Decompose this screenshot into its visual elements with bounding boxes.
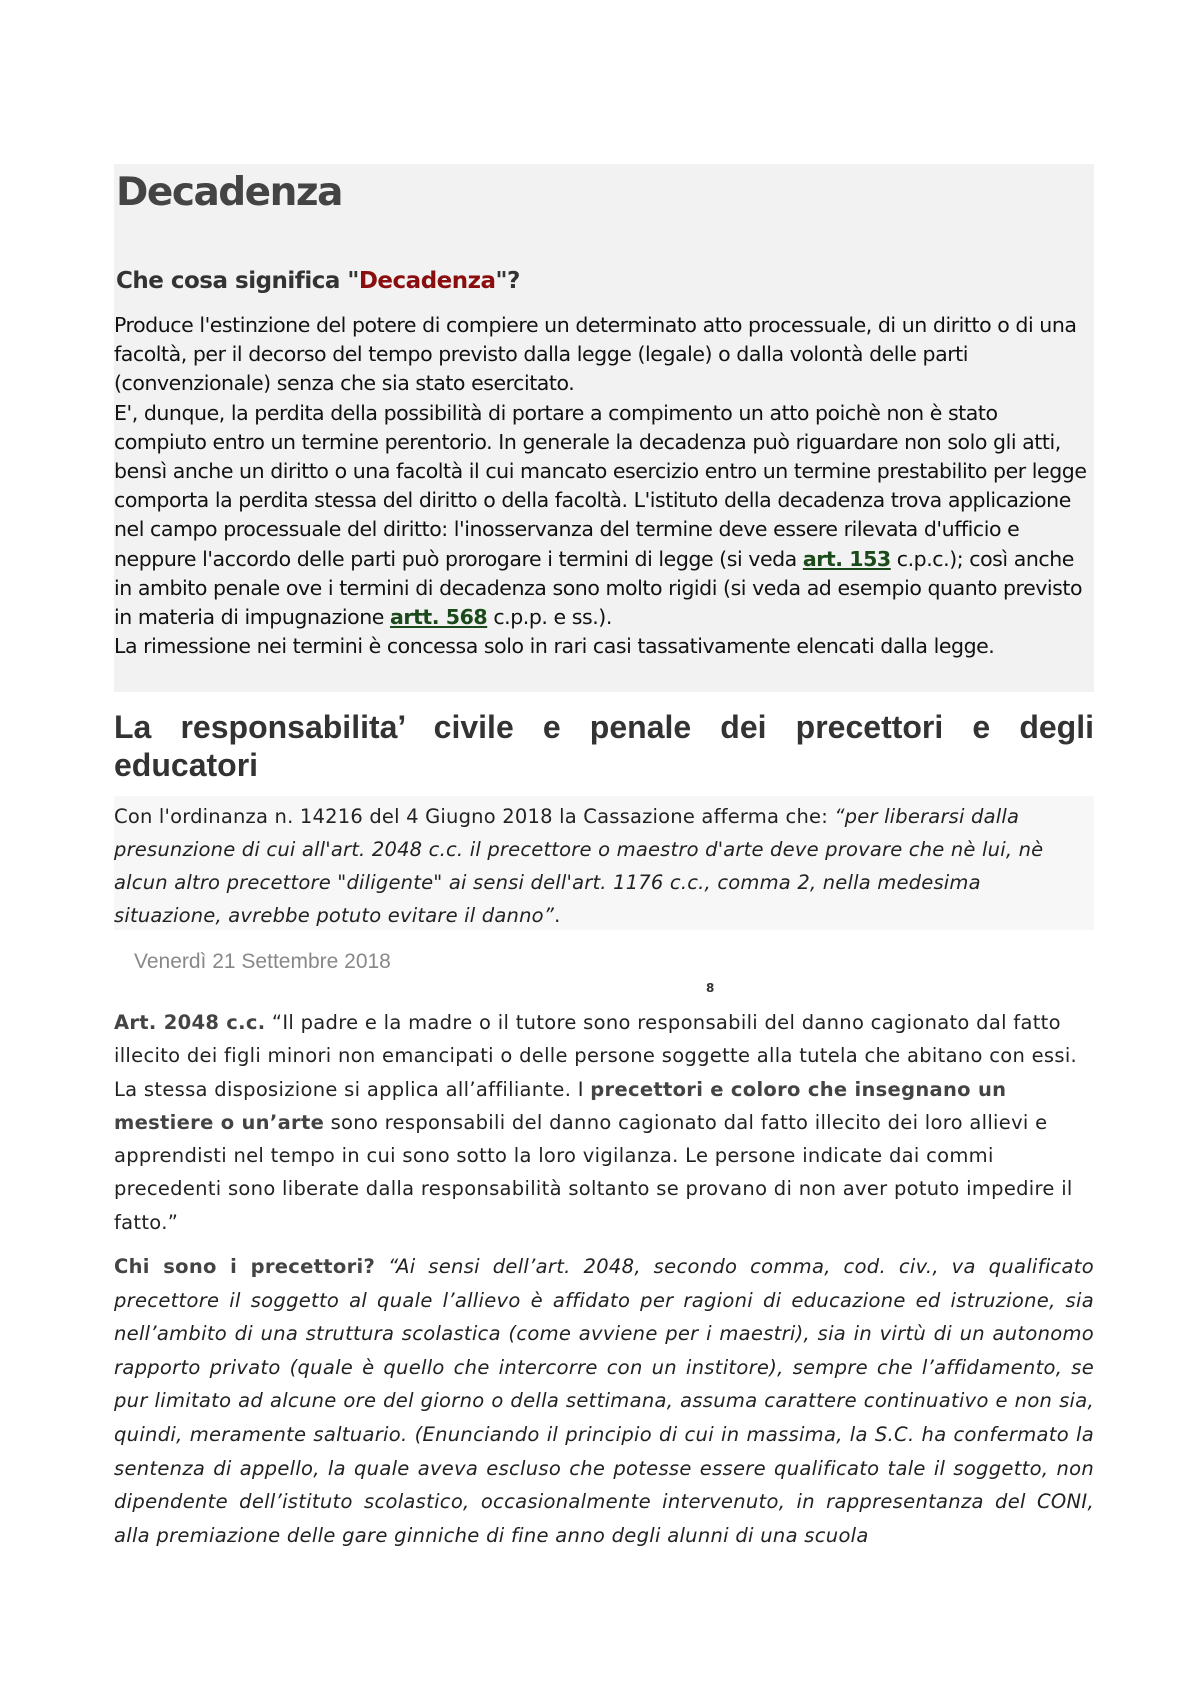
link-artt-568[interactable]: artt. 568 <box>390 605 488 630</box>
remission-paragraph: La rimessione nei termini è concessa solo in rari casi tassativamente elencati dalla legge. <box>114 634 995 659</box>
explanation-part3: c.p.p. e ss.). <box>487 605 612 630</box>
link-art-153[interactable]: art. 153 <box>802 546 891 571</box>
page-title: Decadenza <box>116 170 342 215</box>
precettori-paragraph <box>114 1250 1094 1552</box>
ordinance-quote: “per liberarsi dalla presunzione di cui all'art. 2048 c.c. il precettore o maestro d'arte deve provare che nè lui, nè alcun altro precettore "diligente" ai sensi dell'art. 1176 c.c., comma 2, nella medesima situazione, avrebbe potuto evitare il danno” <box>114 805 1044 927</box>
art-2048-text1: “Il padre e la madre o il tutore sono responsabili del danno cagionato dal fatto illecito dei figli minori non emancipati o delle persone soggette alla tutela che abitano con essi. La stessa disposizione si applica all’affiliante. I <box>114 1011 1078 1101</box>
decadenza-body <box>114 311 1094 661</box>
question-prefix: Che cosa significa " <box>116 268 359 294</box>
article-date: Venerdì 21 Settembre 2018 <box>134 950 391 973</box>
ordinance-intro: Con l'ordinanza n. 14216 del 4 Giugno 2018 la Cassazione afferma che: <box>114 805 835 828</box>
ordinance-paragraph <box>114 800 1094 932</box>
precettori-question: Chi sono i precettori? <box>114 1255 376 1278</box>
art-2048-bold: precettori e coloro che insegnano un mestiere o un’arte <box>114 1077 1007 1134</box>
page-number: 8 <box>706 981 715 995</box>
question-suffix: "? <box>495 268 520 294</box>
art-2048-text2: sono responsabili del danno cagionato dal fatto illecito dei loro allievi e apprendisti nel tempo in cui sono sotto la loro vigilanza. Le persone indicate dai commi precedenti sono liberate dalla responsabilità soltanto se provano di non aver potuto impedire il fatto.” <box>114 1110 1073 1234</box>
question-term: Decadenza <box>358 268 496 294</box>
art-2048-paragraph <box>114 1006 1094 1239</box>
explanation-part1: E', dunque, la perdita della possibilità di portare a compimento un atto poichè non è stato compiuto entro un termine perentorio. In generale la decadenza può riguardare non solo gli atti, bensì anche un diritto o una facoltà il cui mancato esercizio entro un termine prestabilito per legge comporta la perdita stessa del diritto o della facoltà. L'istituto della decadenza trova applicazione nel campo processuale del diritto: l'inosservanza del termine deve essere rilevata d'ufficio e neppure l'accordo delle parti può prorogare i termini di legge (si veda <box>114 400 1087 571</box>
explanation-part2: c.p.c.); così anche in ambito penale ove i termini di decadenza sono molto rigidi (si veda ad esempio quanto previsto in materia di impugnazione <box>114 546 1083 630</box>
article-title: La responsabilita’ civile e penale dei precettori e degli educatori <box>114 709 1094 783</box>
ordinance-end: . <box>554 904 561 927</box>
art-2048-label: Art. 2048 c.c. <box>114 1011 266 1034</box>
precettori-answer: “Ai sensi dell’art. 2048, secondo comma, cod. civ., va qualificato precettore il soggetto al quale l’allievo è affidato per ragioni di educazione ed istruzione, sia nell’ambito di una struttura scolastica (come avviene per i maestri), sia in virtù di un autonomo rapporto privato (quale è quello che intercorre con un institore), sempre che l’affidamento, se pur limitato ad alcune ore del giorno o della settimana, assuma carattere continuativo e non sia, quindi, meramente saltuario. (Enunciando il principio di cui in massima, la S.C. ha confermato la sentenza di appello, la quale aveva escluso che potesse essere qualificato tale il soggetto, non dipendente dell’istituto scolastico, occasionalmente intervenuto, in rappresentanza del CONI, alla premiazione delle gare ginniche di fine anno degli alunni di una scuola <box>114 1255 1094 1547</box>
question-heading <box>116 268 520 294</box>
definition-paragraph: Produce l'estinzione del potere di compiere un determinato atto processuale, di un diritto o di una facoltà, per il decorso del tempo previsto dalla legge (legale) o dalla volontà delle parti (convenzionale) senza che sia stato esercitato. <box>114 313 1077 396</box>
